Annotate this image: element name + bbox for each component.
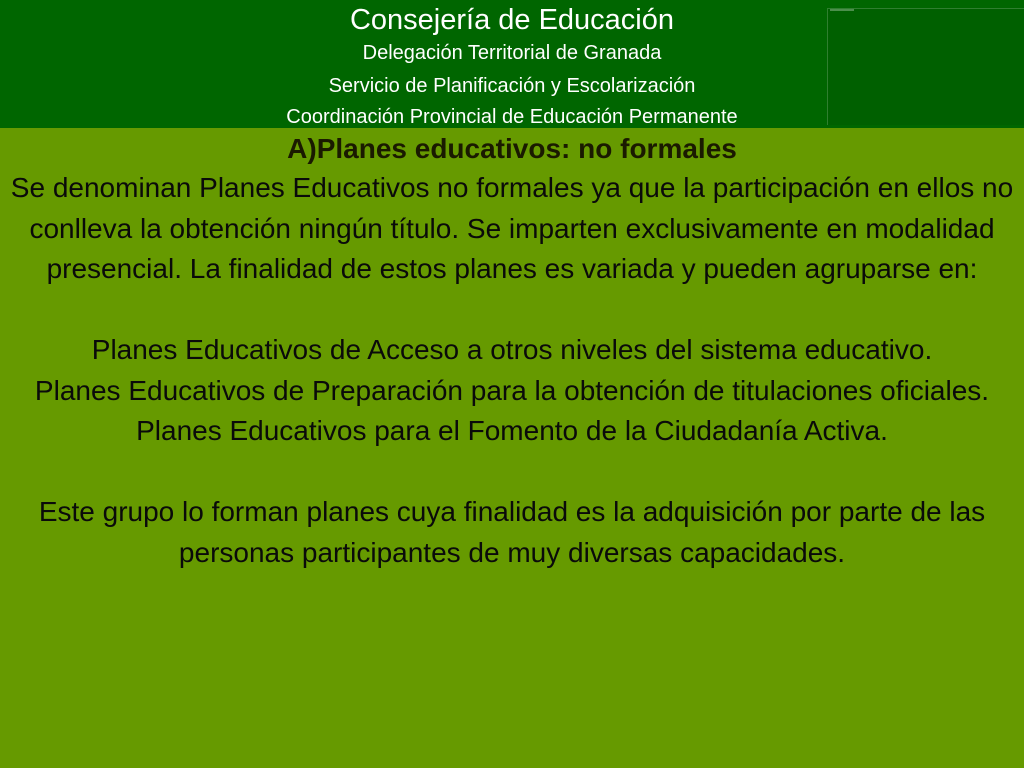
list-item-preparation: Planes Educativos de Preparación para la obtención de titulaciones oficiales. — [34, 374, 990, 406]
logo-placeholder — [827, 8, 1024, 125]
header-title: Consejería de Educación — [349, 4, 675, 36]
paragraph-spacer — [0, 290, 1024, 331]
header-delegation: Delegación Territorial de Granada — [362, 42, 662, 64]
list-item-citizenship: Planes Educativos para el Fomento de la Ciudadanía Activa. — [136, 415, 888, 446]
logo-mark — [830, 9, 854, 11]
slide-body — [0, 168, 1024, 573]
section-heading: A)Planes educativos: no formales — [287, 133, 737, 164]
paragraph-spacer — [0, 452, 1024, 493]
slide-header — [0, 0, 1024, 128]
closing-paragraph: Este grupo lo forman planes cuya finalidad es la adquisición por parte de las personas participantes de muy diversas capacidades. — [38, 496, 986, 568]
list-item-access: Planes Educativos de Acceso a otros niveles del sistema educativo. — [91, 334, 933, 365]
intro-paragraph: Se denominan Planes Educativos no formales ya que la participación en ellos no conlleva la obtención ningún título. Se imparten exclusivamente en modalidad presencial. La finalidad de estos planes es variada y pueden agruparse en: — [10, 172, 1014, 284]
header-coordination: Coordinación Provincial de Educación Permanente — [286, 106, 738, 128]
header-service: Servicio de Planificación y Escolarización — [328, 75, 696, 97]
